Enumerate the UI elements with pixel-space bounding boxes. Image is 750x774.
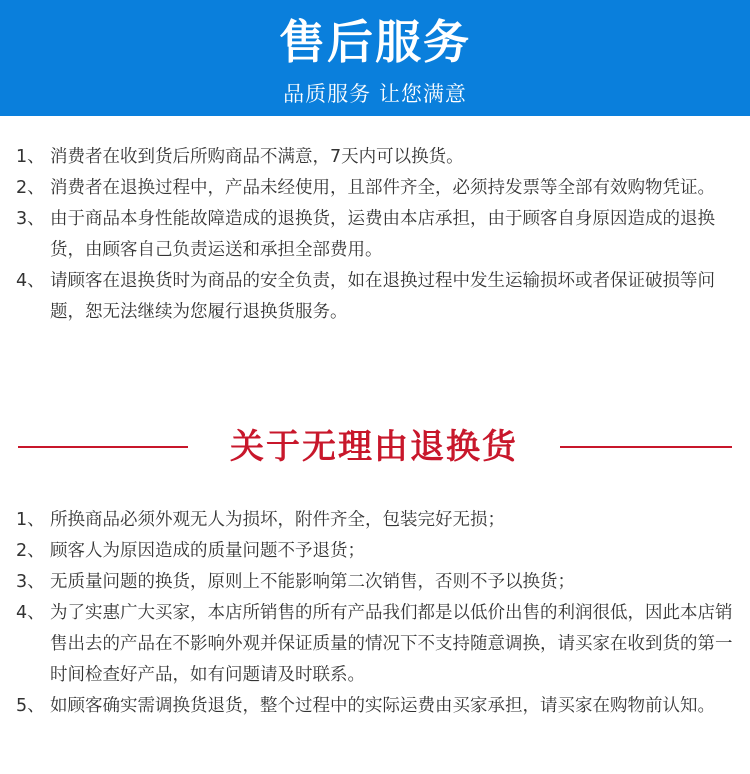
list-item [0,204,750,266]
item-text: 由于商品本身性能故障造成的退换货，运费由本店承担，由于顾客自身原因造成的退换货，由顾客自己负责运送和承担全部费用。 [50,209,715,260]
list-item [0,142,750,173]
list-item [0,536,750,567]
item-number: 4、 [16,603,45,623]
item-number: 5、 [16,696,45,716]
item-number: 2、 [16,541,45,561]
header-banner [0,0,750,116]
item-number: 1、 [16,147,45,167]
item-text: 为了实惠广大买家，本店所销售的所有产品我们都是以低价出售的利润很低，因此本店销售出去的产品在不影响外观并保证质量的情况下不支持随意调换，请买家在收到货的第一时间检查好产品，如有问题请及时联系。 [50,603,733,685]
item-text: 无质量问题的换货，原则上不能影响第二次销售，否则不予以换货； [50,572,575,592]
list-item [0,266,750,328]
section-header [0,422,750,472]
banner-subtitle: 品质服务 让您满意 [283,82,467,106]
item-number: 3、 [16,572,45,592]
list-item [0,598,750,691]
section-title: 关于无理由退换货 [230,427,518,467]
banner-title: 售后服务 [279,15,471,69]
no-reason-return-list [0,505,750,722]
item-number: 1、 [16,510,45,530]
after-sales-policy-list [0,142,750,328]
item-number: 2、 [16,178,45,198]
item-text: 消费者在收到货后所购商品不满意，7天内可以换货。 [50,147,464,167]
item-number: 4、 [16,271,45,291]
item-text: 所换商品必须外观无人为损坏，附件齐全，包装完好无损； [50,510,505,530]
list-item [0,505,750,536]
item-text: 消费者在退换过程中，产品未经使用，且部件齐全，必须持发票等全部有效购物凭证。 [50,178,715,198]
item-text: 顾客人为原因造成的质量问题不予退货； [50,541,365,561]
list-item [0,691,750,722]
divider-left [18,446,188,448]
item-number: 3、 [16,209,45,229]
list-item [0,567,750,598]
item-text: 如顾客确实需调换货退货，整个过程中的实际运费由买家承担，请买家在购物前认知。 [50,696,715,716]
divider-right [560,446,732,448]
list-item [0,173,750,204]
item-text: 请顾客在退换货时为商品的安全负责，如在退换过程中发生运输损坏或者保证破损等问题，恕无法继续为您履行退换货服务。 [50,271,715,322]
